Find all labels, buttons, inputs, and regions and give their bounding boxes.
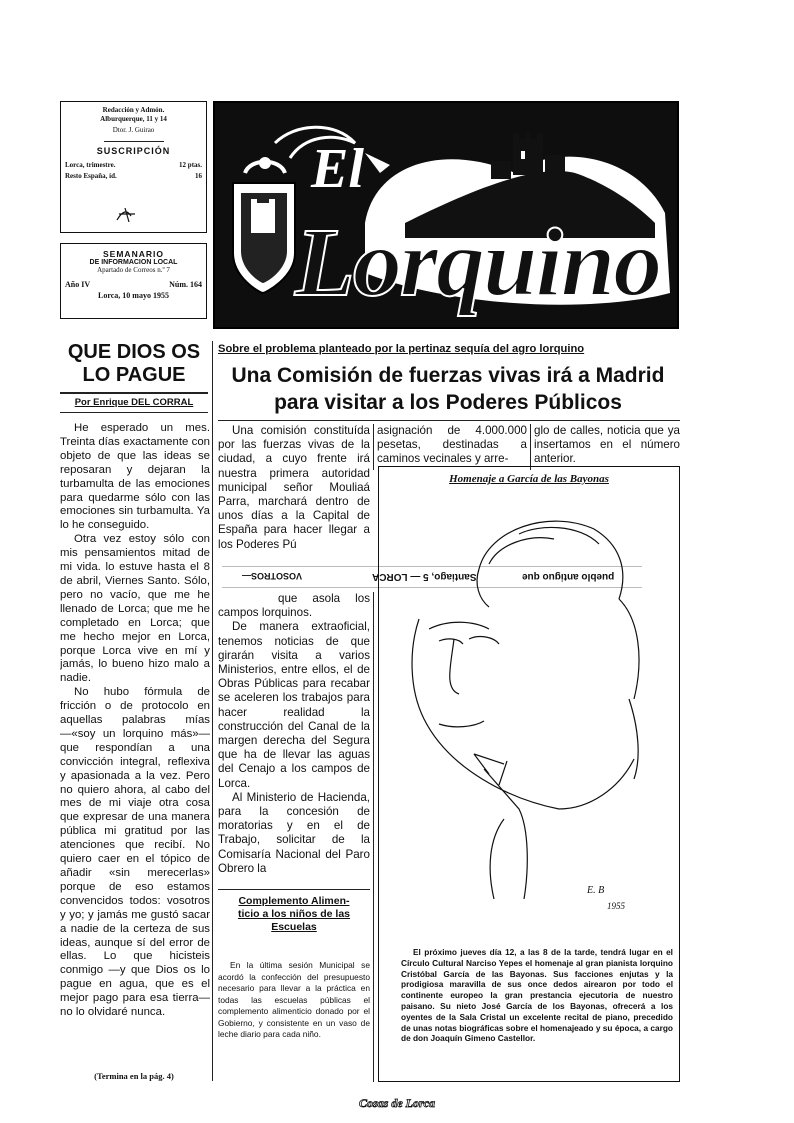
paragraph: glo de calles, noticia que ya insertamos en el número anterior. (534, 424, 680, 466)
fold-text: VOSOTROS— (242, 571, 303, 581)
subs-value: 16 (195, 172, 202, 180)
subscription-title: SUSCRIPCIÓN (96, 146, 171, 156)
masthead-el: El (311, 138, 364, 200)
subs-label: Resto España, íd. (65, 172, 117, 180)
main-article-col1-top (218, 424, 370, 566)
signature-year: 1955 (607, 901, 625, 911)
paragraph: De manera extraoficial, tenemos noticias de que girarán visita a varios Ministerios, entre ellos, el de Obras Públicas para recabar se aceleren los trabajos para hacer realidad la construcción del Canal de la margen derecha del Segura que ha de llevar las aguas del Cenajo a los campos de Lorca. (218, 620, 370, 790)
year-label: Año IV (65, 280, 91, 289)
headline: para visitar a los Poderes Públicos (274, 391, 622, 414)
info-box (60, 101, 207, 233)
watermark: Cosas de Lorca (359, 1096, 435, 1110)
continue-note: (Termina en la pág. 4) (94, 1071, 174, 1081)
subs-value: 12 ptas. (179, 161, 202, 169)
byline: Por Enrique DEL CORRAL (74, 396, 194, 408)
homenaje-caption: Homenaje a García de las Bayonas (449, 473, 609, 485)
main-article-col2 (377, 424, 527, 468)
flourish-icon (115, 206, 139, 224)
main-article-col1-bottom (218, 592, 370, 882)
main-article-col3 (534, 424, 680, 468)
info-local-label: DE INFORMACION LOCAL (89, 259, 178, 266)
complemento-box (218, 895, 370, 934)
complemento-title: ticio a los niños de las (237, 908, 351, 920)
paragraph: El próximo jueves día 12, a las 8 de la tarde, tendrá lugar en el Círculo Cultural Narciso Yepes el homenaje al gran pianista lorquino Cristóbal García de las Bayonas. Sus facciones enjutas y la prodigiosa maravilla de sus once dedos airearon por todo el continente europeo la gran prestancia ejecutoria de nuestro paisano. Su nieto José García de los Bayonas, ofrecerá a los oyentes de la Sala Cristal un excelente recital de piano, precedido de unas notas biográficas sobre el homenajeado y su época, a cargo de don Joaquín Gimeno Castellor. (401, 947, 673, 1044)
semanario-box (60, 243, 207, 319)
paragraph: No hubo fórmula de fricción o de protocolo en aquellas palabras mías—«soy un lorquino más»—que respondían a una convicción integral, reflexiva y apasionada a la vez. Pero no quiero ahora, al cabo del mes de mi viaje otra cosa que expresar de una manera pública mi gratitud por las atenciones que recibí. No quiero caer en el tópico de añadir «sin merecerlas» porque de eso estamos convencidos todos: vosotros y yo; y jamás me gustó sacar a nadie de la certeza de sus ideas, aunque sí del error de ellas. Lo que hicisteis conmigo —y que Dios os lo pague en agua, que es el mejor pago para esa tierra— no lo olvidaré nunca. (60, 686, 210, 1019)
fold-text: Santiago, 5 — LORCA (372, 571, 477, 582)
address-line: Alburquerque, 11 y 14 (100, 115, 167, 123)
issue-date: Lorca, 10 mayo 1955 (98, 291, 169, 300)
article-kicker: Sobre el problema planteado por la pertinaz sequía del agro lorquino (218, 343, 585, 355)
paragraph: Otra vez estoy sólo con mis pensamientos mitad de mi vida. lo estuve hasta el 8 de abril, Viernes Santo. Sólo, pero no vacío, que me he llenado de Lorca; que me he completado en Lorca; que me hecho mejor en Lorca, porque Lorca vive en mí y jamás, lo bueno hizo malo a nadie. (60, 533, 210, 685)
paragraph: En la última sesión Municipal se acordó la confección del presupuesto necesario para llevar a la práctica en todas las escuelas públicas el complemento alimenticio donado por el Gobierno, y consistente en un vaso de leche diario para cada niño. (218, 960, 370, 1039)
subs-label: Lorca, trimestre. (65, 161, 116, 169)
headline: Una Comisión de fuerzas vivas irá a Madrid (231, 364, 665, 387)
complemento-body (218, 960, 370, 1060)
complemento-title: Complemento Alimen- (238, 895, 350, 907)
signature-initials: E. B (587, 885, 605, 896)
article-title: QUE DIOS OS (67, 341, 201, 363)
homenaje-body (401, 947, 673, 1077)
address-line: Redacción y Admón. (102, 106, 165, 114)
complemento-title: Escuelas (271, 921, 317, 933)
paragraph: que asola los campos lorquinos. (218, 592, 370, 620)
issue-number: Núm. 164 (169, 280, 202, 289)
fold-text: pueblo antiguo que (522, 571, 615, 582)
masthead (213, 101, 679, 329)
portrait-sketch (379, 489, 679, 929)
article-title: LO PAGUE (82, 364, 186, 386)
left-article (60, 341, 208, 413)
paragraph: asignación de 4.000.000 pesetas, destinadas a caminos vecinales y arre- (377, 424, 527, 466)
homenaje-box (378, 466, 680, 1082)
paragraph: He esperado un mes. Treinta días exactamente con objeto de que las ideas se reposaran y dejaran la turbamulta de las emociones para quedarme sólo con las emociones sin turbamulta. Ya lo he conseguido. (60, 422, 210, 532)
left-article-body (60, 422, 210, 1057)
apartado-label: Apartado de Correos n.º 7 (97, 266, 170, 274)
masthead-title: Lorquino (295, 209, 661, 317)
paragraph: Al Ministerio de Hacienda, para la concesión de moratorias y en el de Trabajo, solicitar de la Comisaría Nacional del Paro Obrero la (218, 790, 370, 875)
paragraph: Una comisión constituída por las fuerzas vivas de la ciudad, a cuyo frente irá nuestra primera autoridad municipal señor Mouliaá Parra, marchará dentro de unos días a la Capital de España para hacer llegar a los Poderes Pú (218, 424, 370, 551)
director-line: Dtor. J. Guirao (112, 126, 155, 134)
semanario-label: SEMANARIO (103, 249, 164, 259)
